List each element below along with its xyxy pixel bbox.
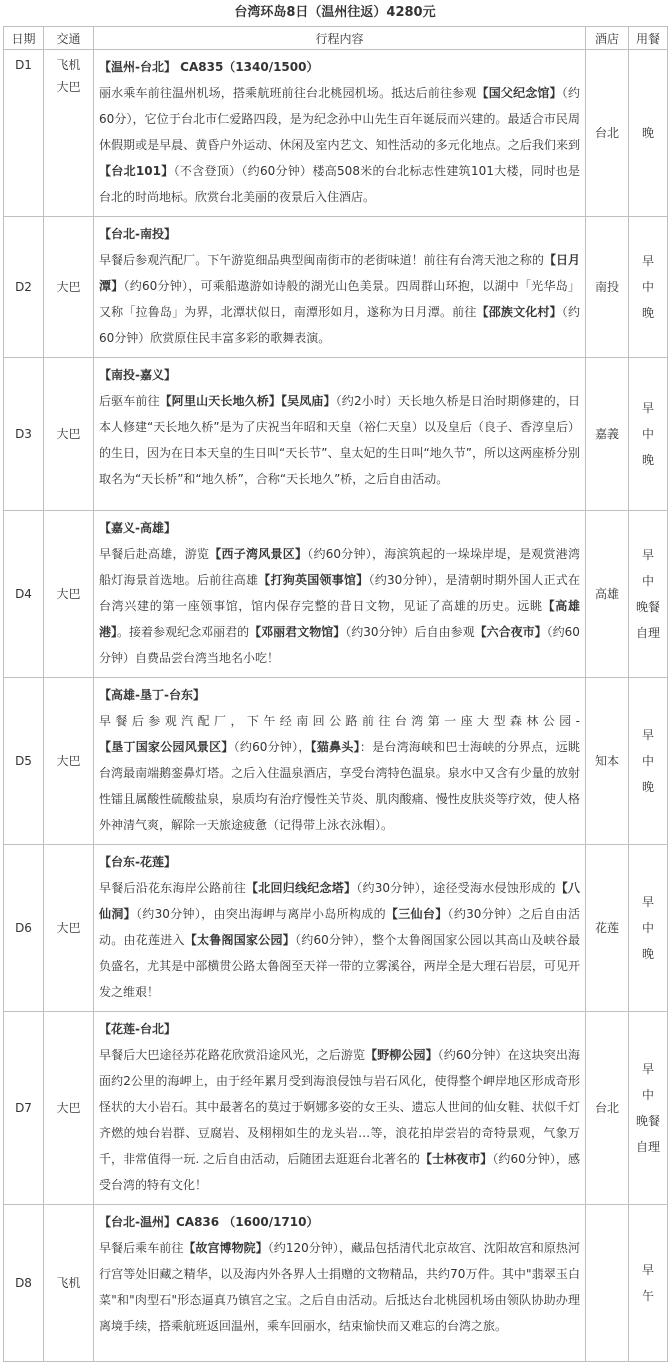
- transport-label: 大巴: [56, 921, 81, 935]
- itinerary-highlight: 【台北101】: [99, 164, 174, 178]
- transport-cell: [44, 845, 94, 1012]
- meal-cell: [629, 1205, 668, 1362]
- header-hotel: 酒店: [586, 27, 629, 50]
- meal-label: 中: [641, 921, 654, 935]
- itinerary-text: （约30分钟）后自由参观: [345, 625, 475, 639]
- itinerary-text: （约60分钟），: [233, 740, 311, 754]
- itinerary-cell: [94, 1205, 586, 1362]
- itinerary-highlight: 【台北-温州】CA836 （1600/1710）: [99, 1215, 319, 1229]
- itinerary-highlight: 【日月潭】: [99, 253, 580, 293]
- itinerary-text: 早餐后大巴途径苏花路花欣赏沿途风光，之后游览: [99, 1048, 366, 1062]
- itinerary-text: ：是台湾海峡和巴士海峡的分界点，远眺台湾最南端鹅銮鼻灯塔。之后入住温泉酒店，享受台湾特色温泉。泉水中又含有少量的放射性镭且属酸性硫酸盐泉，泉质均有治疗慢性关节炎、肌肉酸痛、慢性皮肤炎等疗效，使人格外神清气爽，解除一天旅途疲惫（记得带上泳衣泳帽）。: [99, 740, 580, 832]
- itinerary-highlight: 【邵族文化村】: [476, 305, 562, 319]
- itinerary-body: [4, 50, 668, 1362]
- itinerary-highlight: 【打狗英国领事馆】: [258, 573, 369, 587]
- day-cell: D2: [4, 217, 44, 358]
- itinerary-text: （约60分钟），感受台湾的特有文化！: [99, 1152, 580, 1192]
- transport-label: 大巴: [56, 754, 81, 768]
- meal-label: 中: [641, 280, 654, 294]
- meal-label: 早: [641, 401, 654, 415]
- itinerary-cell: [94, 358, 586, 511]
- day-cell: D1: [4, 50, 44, 217]
- transport-cell: [44, 50, 94, 217]
- header-meal: 用餐: [629, 27, 668, 50]
- meal-label: 中: [641, 754, 654, 768]
- transport-label: 大巴: [56, 427, 81, 441]
- meal-label: 晚: [641, 947, 654, 961]
- itinerary-highlight: 【北回归线纪念塔】: [245, 881, 357, 895]
- itinerary-text: （约60分钟），整个太鲁阁国家公园以其高山及峡谷最负盛名，尤其是中部横贯公路太鲁阁至天祥一带的立雾溪谷，两岸全是大理石岩层，可见开发之维艰！: [99, 933, 580, 999]
- itinerary-text: 早餐后参观汽配厂。下午游览细品典型闽南街市的老街味道！前往有台湾天池之称的: [99, 253, 544, 267]
- transport-label: 大巴: [56, 80, 81, 94]
- itinerary-row: [4, 217, 668, 358]
- itinerary-row: [4, 1205, 668, 1362]
- itinerary-text: （约30分钟），是清朝时期外国人正式在台湾兴建的第一座领事馆，馆内保存完整的昔日文物，见证了高雄的历史。远眺: [99, 573, 580, 613]
- transport-label: 大巴: [56, 587, 81, 601]
- itinerary-highlight: 【高雄-垦丁-台东】: [99, 688, 205, 702]
- meal-cell: [629, 678, 668, 845]
- transport-cell: [44, 511, 94, 678]
- itinerary-highlight: 【三仙台】: [385, 907, 448, 921]
- itinerary-highlight: 【六合夜市】: [474, 625, 547, 639]
- itinerary-text: 早餐后赴高雄，游览: [99, 547, 210, 561]
- itinerary-highlight: 【邓丽君文物馆】: [249, 625, 346, 639]
- itinerary-cell: [94, 50, 586, 217]
- day-cell: D6: [4, 845, 44, 1012]
- day-cell: D3: [4, 358, 44, 511]
- header-transport: 交通: [44, 27, 94, 50]
- itinerary-highlight: 【野柳公园】: [365, 1048, 438, 1062]
- hotel-cell: 台北: [586, 1012, 629, 1205]
- itinerary-text: 早餐后乘车前往: [99, 1241, 184, 1255]
- header-row: [4, 27, 668, 50]
- meal-cell: [629, 511, 668, 678]
- meal-label: 早: [641, 895, 654, 909]
- meal-cell: [629, 1012, 668, 1205]
- itinerary-text: （约30分钟），途径受海水侵蚀形成的: [356, 881, 556, 895]
- itinerary-highlight: 【阿里山天长地久桥】【吴凤庙】: [159, 394, 336, 408]
- meal-label: 中: [641, 574, 654, 588]
- itinerary-text: 丽水乘车前往温州机场，搭乘航班前往台北桃园机场。抵达后前往参观: [99, 86, 477, 100]
- transport-cell: [44, 678, 94, 845]
- meal-label: 晚: [641, 453, 654, 467]
- transport-cell: [44, 217, 94, 358]
- meal-label: 晚: [641, 780, 654, 794]
- hotel-cell: [586, 1205, 629, 1362]
- hotel-cell: 高雄: [586, 511, 629, 678]
- itinerary-highlight: 【垦丁国家公园风景区】: [99, 740, 234, 754]
- meal-cell: [629, 217, 668, 358]
- header-itinerary: 行程内容: [94, 27, 586, 50]
- hotel-cell: 台北: [586, 50, 629, 217]
- meal-label: 自理: [635, 1140, 660, 1154]
- itinerary-text: 后驱车前往: [99, 394, 160, 408]
- itinerary-text: （约2小时）天长地久桥是日治时期修建的，日本人修建“天长地久桥”是为了庆祝当年昭和天皇（裕仁天皇）以及皇后（良子、香淳皇后）的生日，因为在日本天皇的生日叫“天长节”、皇太妃的生日叫“地久节”，所以这两座桥分别取名为“天长桥”和“地久桥”，合称“天长地久”桥，之后自由活动。: [99, 394, 580, 486]
- itinerary-text: 早餐后参观汽配厂，下午经南回公路前往台湾第一座大型森林公园-: [99, 714, 580, 728]
- day-cell: D7: [4, 1012, 44, 1205]
- transport-cell: [44, 358, 94, 511]
- itinerary-text: （约60分钟）自费品尝台湾当地名小吃！: [99, 625, 580, 665]
- hotel-cell: 知本: [586, 678, 629, 845]
- day-cell: D5: [4, 678, 44, 845]
- itinerary-text: 。接着参观纪念邓丽君的: [117, 625, 250, 639]
- meal-cell: [629, 358, 668, 511]
- meal-cell: [629, 845, 668, 1012]
- itinerary-text: （约60分钟），海滨筑起的一垛垛岸堤，是观赏港湾船灯海景首选地。后前往高雄: [99, 547, 580, 587]
- itinerary-highlight: 【台东-花莲】: [99, 855, 176, 869]
- itinerary-table: [3, 26, 668, 1362]
- itinerary-highlight: 【国父纪念馆】: [476, 86, 562, 100]
- meal-label: 晚餐: [635, 1114, 660, 1128]
- itinerary-text: （约60分钟）欣赏原住民丰富多彩的歌舞表演。: [99, 305, 580, 345]
- itinerary-highlight: 【西子湾风景区】: [209, 547, 308, 561]
- transport-cell: [44, 1205, 94, 1362]
- transport-label: 大巴: [56, 1101, 81, 1115]
- meal-label: 早: [641, 728, 654, 742]
- itinerary-text: （约30分钟），由突出海岬与离岸小岛所构成的: [135, 907, 386, 921]
- transport-label: 飞机: [56, 58, 81, 72]
- itinerary-text: 早餐后沿花东海岸公路前往: [99, 881, 246, 895]
- itinerary-highlight: 【八仙洞】: [99, 881, 580, 921]
- itinerary-row: [4, 1012, 668, 1205]
- itinerary-highlight: 【太鲁阁国家公园】: [184, 933, 295, 947]
- itinerary-highlight: 【南投-嘉义】: [99, 368, 176, 382]
- itinerary-cell: [94, 845, 586, 1012]
- meal-label: 早: [641, 548, 654, 562]
- meal-label: 早: [641, 1062, 654, 1076]
- itinerary-text: （约30分钟）之后自由活动。由花莲进入: [99, 907, 580, 947]
- itinerary-row: [4, 358, 668, 511]
- itinerary-cell: [94, 1012, 586, 1205]
- itinerary-text: （不含登顶）（约60分钟）楼高508米的台北标志性建筑101大楼，同时也是台北的时尚地标。欣赏台北美丽的夜景后入住酒店。: [99, 164, 580, 204]
- meal-label: 早: [641, 1263, 654, 1277]
- meal-label: 晚: [641, 126, 654, 140]
- meal-cell: [629, 50, 668, 217]
- itinerary-cell: [94, 217, 586, 358]
- transport-cell: [44, 1012, 94, 1205]
- itinerary-highlight: 【花莲-台北】: [99, 1022, 176, 1036]
- hotel-cell: 花莲: [586, 845, 629, 1012]
- itinerary-highlight: 【士林夜市】: [420, 1152, 493, 1166]
- transport-label: 飞机: [56, 1276, 81, 1290]
- meal-label: 自理: [635, 626, 660, 640]
- day-cell: D8: [4, 1205, 44, 1362]
- itinerary-highlight: 【台北-南投】: [99, 227, 176, 241]
- itinerary-row: [4, 511, 668, 678]
- meal-label: 中: [641, 1088, 654, 1102]
- hotel-cell: 嘉義: [586, 358, 629, 511]
- itinerary-highlight: 【故宫博物院】: [183, 1241, 268, 1255]
- hotel-cell: 南投: [586, 217, 629, 358]
- itinerary-highlight: 【高雄港】: [99, 599, 580, 639]
- itinerary-row: [4, 50, 668, 217]
- itinerary-highlight: 【嘉义-高雄】: [99, 521, 176, 535]
- itinerary-row: [4, 678, 668, 845]
- meal-label: 中: [641, 427, 654, 441]
- itinerary-cell: [94, 511, 586, 678]
- itinerary-highlight: 【温州-台北】 CA835（1340/1500）: [99, 60, 319, 74]
- meal-label: 晚餐: [635, 600, 660, 614]
- itinerary-cell: [94, 678, 586, 845]
- meal-label: 早: [641, 254, 654, 268]
- itinerary-text: （约60分钟）在这块突出海面约2公里的海岬上，由于经年累月受到海浪侵蚀与岩石风化，使得整个岬岸地区形成奇形怪状的大小岩石。其中最著名的莫过于婀娜多姿的女王头、遗忘人世间的仙女鞋、状似千灯齐燃的烛台岩群、豆腐岩、及栩栩如生的龙头岩…等，浪花拍岸尝岩的奇特景观，气象万千，非常值得一玩. 之后自由活动，后随团去逛逛台北著名的: [99, 1048, 580, 1166]
- transport-label: 大巴: [56, 280, 81, 294]
- itinerary-highlight: 【猫鼻头】: [310, 740, 360, 754]
- itinerary-text: （约120分钟），藏品包括清代北京故宫、沈阳故宫和原热河行宫等处旧藏之精华，以及海内外各界人士捐赠的文物精品，共约70万件。其中"翡翠玉白菜"和"肉型石"形态逼真乃镇宫之宝。之后自由活动。后抵达台北桃园机场由领队协助办理离境手续，搭乘航班返回温州，乘车回丽水，结束愉快而又难忘的台湾之旅。: [99, 1241, 580, 1333]
- itinerary-row: [4, 845, 668, 1012]
- itinerary-text: （约60分），它位于台北市仁爱路四段，是为纪念孙中山先生百年诞辰而兴建的。最适合市民周休假期或是早晨、黄昏户外运动、休闲及室内艺文、知性活动的多元化地点。之后我们来到: [99, 86, 580, 152]
- header-day: 日期: [4, 27, 44, 50]
- day-cell: D4: [4, 511, 44, 678]
- meal-label: 午: [641, 1289, 654, 1303]
- meal-label: 晚: [641, 306, 654, 320]
- page-title: 台湾环岛8日（温州往返）4280元: [234, 5, 436, 20]
- itinerary-text: （约60分钟），可乘船遨游如诗般的湖光山色美景。四周群山环抱，以湖中「光华岛」又称「拉鲁岛」为界，北潭状似日，南潭形如月，遂称为日月潭。前往: [99, 279, 580, 319]
